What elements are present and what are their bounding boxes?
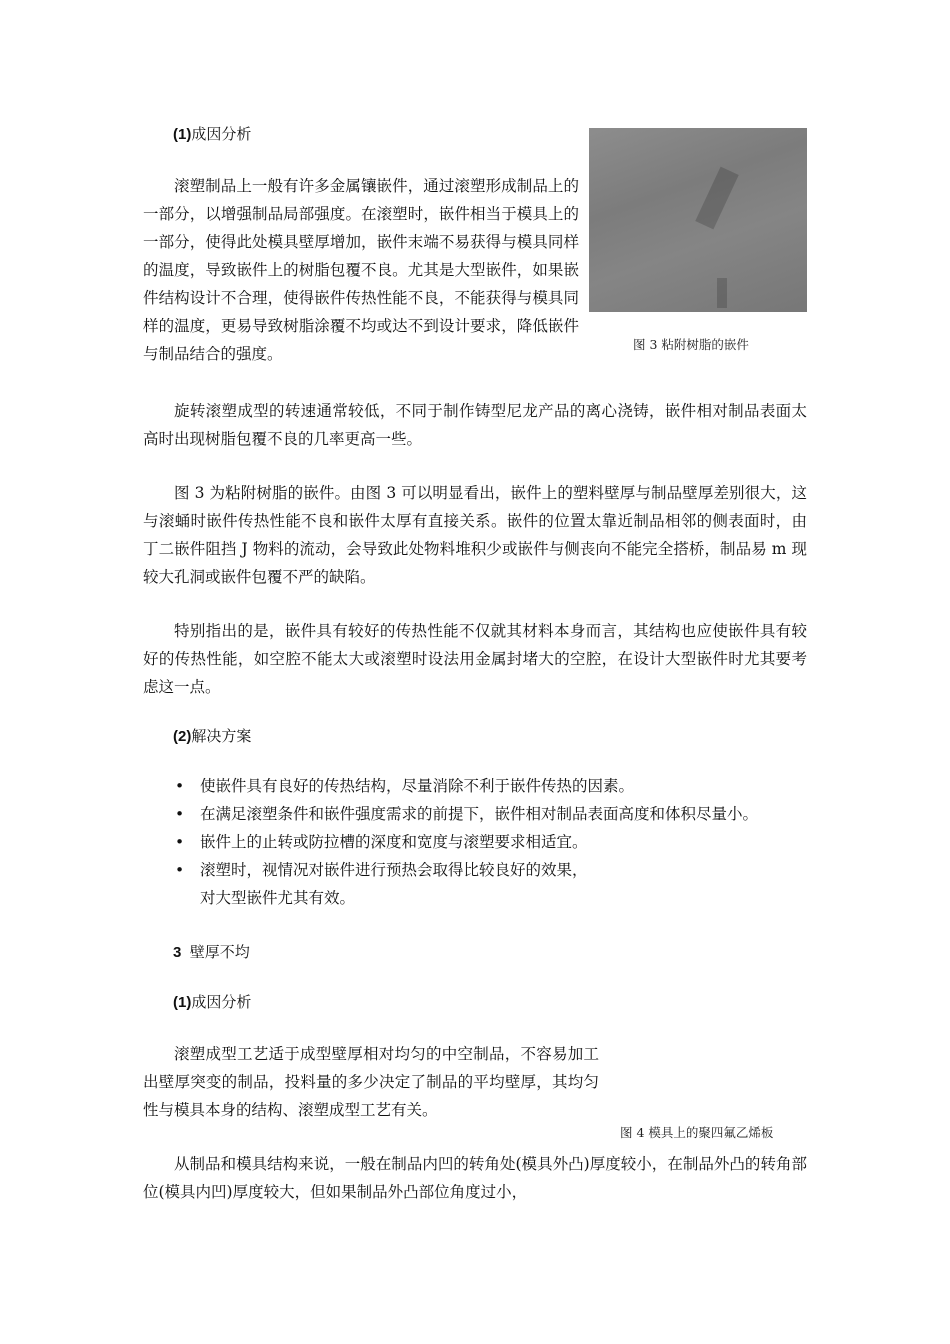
- heading-text: 解决方案: [191, 728, 252, 745]
- section-heading-cause-analysis: [173, 123, 251, 144]
- heading-number: (1): [173, 126, 192, 143]
- list-item: • 嵌件上的止转或防拉槽的深度和宽度与滚塑要求相适宜。: [170, 828, 810, 856]
- figure-3-caption: 图 3 粘附树脂的嵌件: [633, 337, 749, 352]
- paragraph-heat-transfer-note: 特别指出的是，嵌件具有较好的传热性能不仅就其材料本身而言，其结构也应使嵌件具有较好的传热性能，如空腔不能太大或滚塑时设法用金属封堵大的空腔，在设计大型嵌件时尤其要考虑这一点。: [143, 622, 807, 696]
- figure-3-image: [589, 128, 807, 312]
- heading-text: 成因分析: [191, 994, 252, 1011]
- heading-number: 3: [173, 944, 182, 961]
- section-heading-uneven-thickness: [173, 941, 250, 962]
- paragraph-rotation-speed: 旋转滚塑成型的转速通常较低，不同于制作铸型尼龙产品的离心浇铸，嵌件相对制品表面太高时出现树脂包覆不良的几率更高一些。: [143, 402, 807, 448]
- heading-text: 成因分析: [191, 126, 252, 143]
- figure-4-caption: 图 4 模具上的聚四氟乙烯板: [620, 1125, 774, 1140]
- paragraph-insert-analysis: 滚塑制品上一般有许多金属镶嵌件，通过滚塑形成制品上的一部分，以增强制品局部强度。在滚塑时，嵌件相当于模具上的一部分，使得此处模具壁厚增加，嵌件末端不易获得与模具同样的温度，导致嵌件上的树脂包覆不良。尤其是大型嵌件，如果嵌件结构设计不合理，使得嵌件传热性能不良，不能获得与模具同样的温度，更易导致树脂涂覆不均或达不到设计要求，降低嵌件与制品结合的强度。: [143, 177, 579, 363]
- heading-text: 壁厚不均: [189, 944, 250, 961]
- sub-heading-cause-analysis: [173, 991, 251, 1012]
- list-item: • 使嵌件具有良好的传热结构，尽量消除不利于嵌件传热的因素。: [170, 772, 810, 800]
- section-heading-solution: [173, 725, 251, 746]
- paragraph-mold-structure: 从制品和模具结构来说，一般在制品内凹的转角处(模具外凸)厚度较小，在制品外凸的转角部位(模具内凹)厚度较大，但如果制品外凸部位角度过小，: [143, 1155, 807, 1201]
- solution-bullet-list: [170, 772, 810, 912]
- list-item: • 在满足滚塑条件和嵌件强度需求的前提下，嵌件相对制品表面高度和体积尽量小。: [170, 800, 810, 828]
- paragraph-figure-3-description: 图 3 为粘附树脂的嵌件。由图 3 可以明显看出，嵌件上的塑料壁厚与制品壁厚差别很大，这与滚蛹时嵌件传热性能不良和嵌件太厚有直接关系。嵌件的位置太靠近制品相邻的侧表面时，由丁二嵌件阻挡 J 物料的流动，会导致此处物料堆积少或嵌件与侧丧向不能完全搭桥，制品易 m 现较大孔洞或嵌件包覆不严的缺陷。: [143, 484, 807, 586]
- list-item: • 滚塑时，视情况对嵌件进行预热会取得比较良好的效果，对大型嵌件尤其有效。: [170, 856, 600, 912]
- heading-number: (1): [173, 994, 192, 1011]
- heading-number: (2): [173, 728, 192, 745]
- paragraph-uneven-thickness-cause: 滚塑成型工艺适于成型壁厚相对均匀的中空制品，不容易加工出壁厚突变的制品，投料量的多少决定了制品的平均壁厚，其均匀性与模具本身的结构、滚塑成型工艺有关。: [143, 1045, 599, 1119]
